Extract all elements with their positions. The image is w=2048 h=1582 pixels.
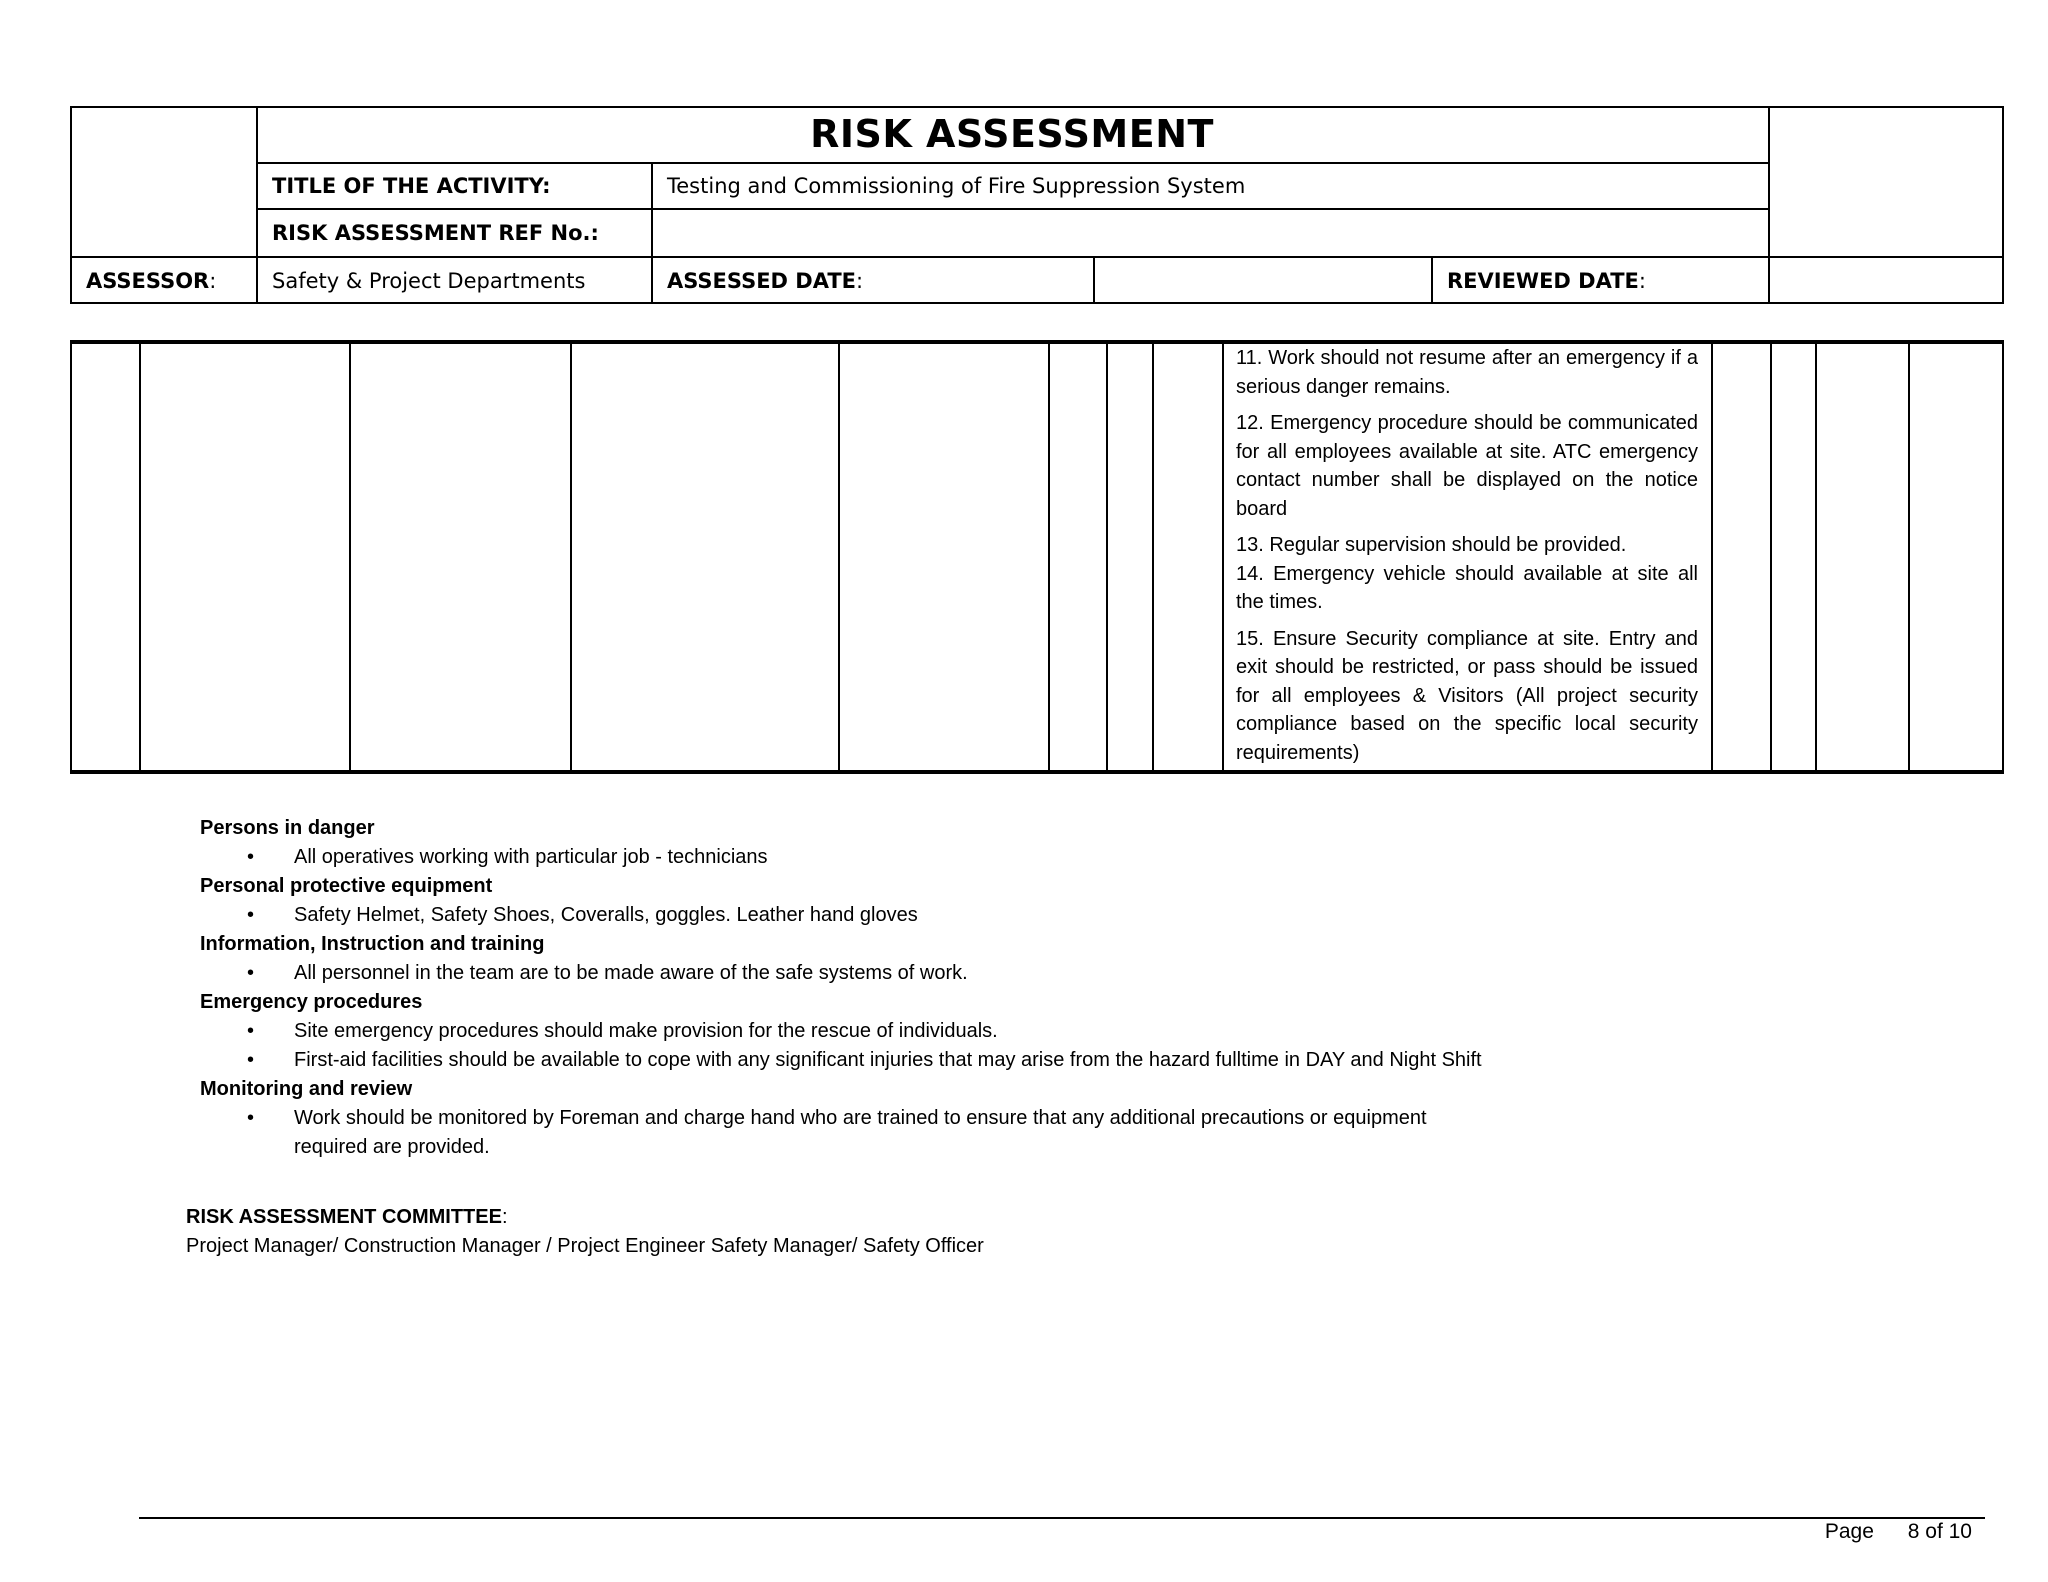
- assessed-date-cell: [653, 258, 1093, 304]
- table-column-line: [1048, 340, 1050, 774]
- reviewed-date-value: [1770, 258, 2002, 304]
- table-column-line: [1152, 340, 1154, 774]
- page-label: Page: [1824, 1520, 1874, 1543]
- list-item-text: Site emergency procedures should make provision for the rescue of individuals.: [294, 1020, 998, 1042]
- training-heading: Information, Instruction and training: [200, 933, 545, 955]
- assessed-date-colon: :: [856, 269, 864, 293]
- list-item-text: Safety Helmet, Safety Shoes, Coveralls, goggles. Leather hand gloves: [294, 904, 918, 926]
- control-measure: 12. Emergency procedure should be communicated for all employees available at site. ATC emergency contact number shall be displayed on the notice board: [1236, 412, 1698, 520]
- table-column-line: [570, 340, 572, 774]
- assessor-cell: [72, 258, 256, 304]
- persons-in-danger-heading: Persons in danger: [200, 817, 375, 839]
- bullet-icon: •: [247, 904, 255, 926]
- control-measure: 14. Emergency vehicle should available at site all the times.: [1236, 562, 1698, 613]
- page-footer: [1825, 1520, 1972, 1544]
- table-column-line: [1908, 340, 1910, 774]
- activity-value: Testing and Commissioning of Fire Suppression System: [667, 174, 1246, 198]
- assessed-date-label: ASSESSED DATE: [667, 269, 857, 293]
- risk-table: [70, 340, 2004, 774]
- list-item: [200, 1017, 1500, 1046]
- notes-section: [200, 814, 1500, 1162]
- list-item: [200, 1046, 1494, 1075]
- activity-label: TITLE OF THE ACTIVITY:: [272, 174, 551, 198]
- reviewed-date-label: REVIEWED DATE: [1447, 269, 1639, 293]
- table-column-line: [1711, 340, 1713, 774]
- assessor-label: ASSESSOR: [86, 269, 210, 293]
- assessed-date-value: [1095, 258, 1431, 304]
- table-column-line: [1770, 340, 1772, 774]
- list-item-text: Work should be monitored by Foreman and charge hand who are trained to ensure that any additional precautions or equipment required are provided.: [294, 1107, 1427, 1158]
- footer-rule: [139, 1517, 1985, 1519]
- assessor-value: Safety & Project Departments: [272, 269, 586, 293]
- control-measure: 13. Regular supervision should be provided.: [1236, 534, 1627, 556]
- ref-value: [653, 210, 1768, 256]
- monitoring-heading: Monitoring and review: [200, 1078, 413, 1100]
- table-column-line: [139, 340, 141, 774]
- list-item: [200, 843, 1500, 872]
- ref-label: RISK ASSESSMENT REF No.:: [272, 221, 599, 245]
- list-item-text: All operatives working with particular job - technicians: [294, 846, 768, 868]
- ppe-heading: Personal protective equipment: [200, 875, 493, 897]
- page-number: 8 of 10: [1907, 1520, 1972, 1543]
- table-column-line: [349, 340, 351, 774]
- bullet-icon: •: [247, 1020, 255, 1042]
- table-column-line: [1106, 340, 1108, 774]
- list-item-text: All personnel in the team are to be made aware of the safe systems of work.: [294, 962, 968, 984]
- table-column-line: [838, 340, 840, 774]
- list-item: [200, 1104, 1444, 1162]
- bullet-icon: •: [247, 1107, 255, 1129]
- committee-colon: :: [501, 1206, 508, 1228]
- emergency-heading: Emergency procedures: [200, 991, 423, 1013]
- list-item-text: First-aid facilities should be available to cope with any significant injuries that may arise from the hazard fulltime in DAY and Night Shift: [294, 1049, 1482, 1071]
- reviewed-date-colon: :: [1638, 269, 1646, 293]
- control-measure: 15. Ensure Security compliance at site. Entry and exit should be restricted, or pass should be issued for all employees & Visitors (All project security compliance based on the specific local security requirements): [1236, 627, 1698, 764]
- committee-block: [186, 1203, 984, 1261]
- table-column-line: [1815, 340, 1817, 774]
- control-measures-cell: [1236, 344, 1698, 775]
- bullet-icon: •: [247, 962, 255, 984]
- control-measure: 11. Work should not resume after an emergency if a serious danger remains.: [1236, 347, 1698, 398]
- document-title: RISK ASSESSMENT: [810, 112, 1214, 156]
- list-item: [200, 901, 1500, 930]
- bullet-icon: •: [247, 1049, 255, 1071]
- table-column-line: [1222, 340, 1224, 774]
- header-divider: [1768, 106, 1770, 258]
- list-item: [200, 959, 1500, 988]
- committee-label: RISK ASSESSMENT COMMITTEE: [186, 1206, 502, 1228]
- committee-members: Project Manager/ Construction Manager / Project Engineer Safety Manager/ Safety Officer: [186, 1235, 984, 1257]
- reviewed-date-cell: [1433, 258, 1768, 304]
- bullet-icon: •: [247, 846, 255, 868]
- assessor-colon: :: [209, 269, 217, 293]
